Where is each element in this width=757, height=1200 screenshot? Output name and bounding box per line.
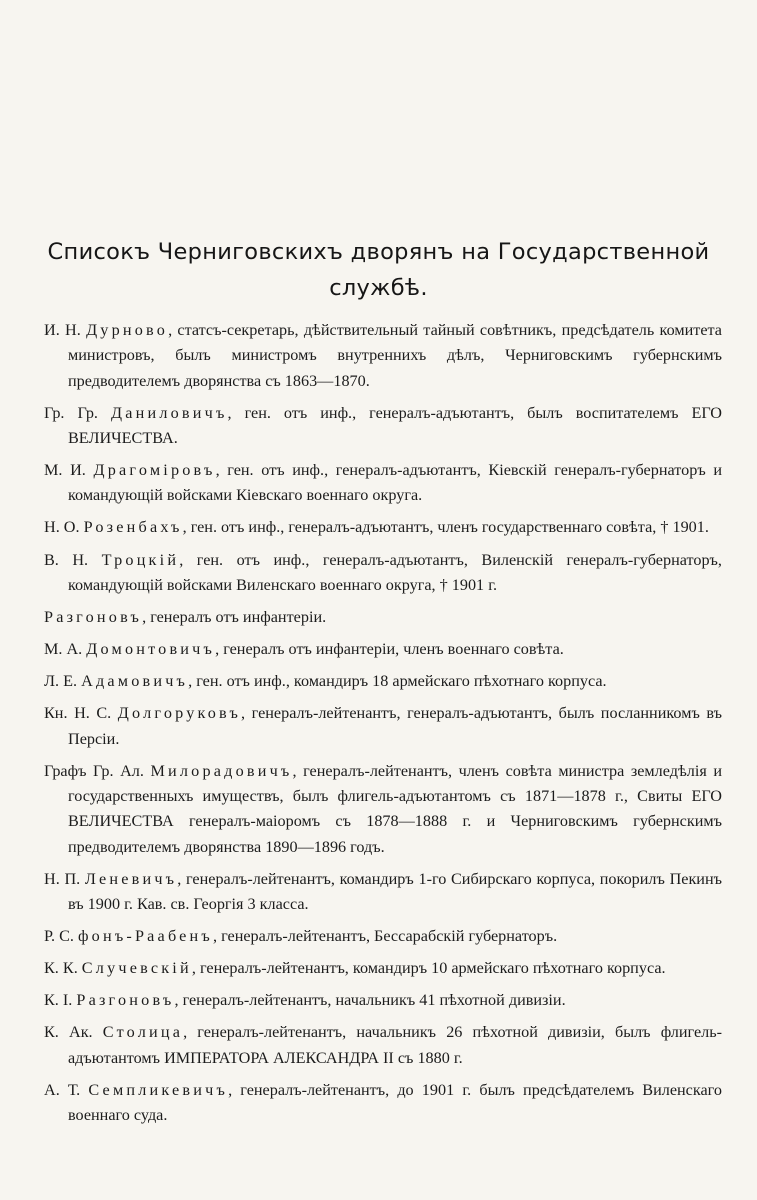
title-line-1: Списокъ Черниговскихъ дворянъ на Государственной [47, 239, 710, 265]
entry-initials: Гр. Гр. [44, 403, 98, 422]
entry-initials: Н. О. [44, 518, 80, 537]
entry-initials: Кн. Н. С. [44, 704, 112, 723]
entry-initials: К. К. [44, 959, 78, 978]
entry-description: , генералъ-лейтенантъ, командиръ 1-го Сибирскаго корпуса, покорилъ Пекинъ въ 1900 г. Кав. св. Георгія 3 класса. [68, 869, 723, 913]
entry-description: , ген. отъ инф., генералъ-адъютантъ, членъ государственнаго совѣта, † 1901. [182, 518, 709, 537]
entry-description: , генералъ-лейтенантъ, начальникъ 41 пѣхотной дивизіи. [174, 991, 566, 1010]
entry-surname: Долгоруковъ [117, 704, 242, 723]
list-item [44, 318, 722, 394]
entry-surname: Драгоміровъ [93, 461, 216, 480]
list-item [44, 515, 722, 540]
list-item [44, 924, 722, 949]
list-item [44, 637, 722, 662]
entry-initials: К. Ак. [44, 1023, 93, 1042]
entry-description: , ген. отъ инф., командиръ 18 армейскаго пѣхотнаго корпуса. [188, 672, 607, 691]
list-item [44, 548, 722, 599]
list-item [44, 458, 722, 509]
entry-initials: Графъ Гр. Ал. [44, 761, 144, 780]
entry-description: , генералъ отъ инфантеріи. [142, 607, 327, 626]
entry-initials: Р. С. [44, 927, 74, 945]
entry-surname: Разгоновъ [76, 991, 175, 1010]
list-item [44, 956, 722, 981]
entry-surname: Дурново [86, 321, 169, 339]
entry-description: , генералъ-лейтенантъ, командиръ 10 армейскаго пѣхотнаго корпуса. [191, 959, 666, 978]
page-title [0, 234, 757, 306]
list-item [44, 988, 722, 1013]
list-item [44, 669, 722, 694]
entry-initials: Н. П. [44, 869, 81, 888]
entry-description: , генералъ отъ инфантеріи, членъ военнаго совѣта. [215, 640, 564, 659]
entry-initials: В. Н. [44, 550, 89, 569]
entry-surname: Даниловичъ [110, 403, 228, 422]
list-item [44, 701, 722, 752]
entry-description: , ген. отъ инф., генералъ-адъютантъ, Виленскій генералъ-губернаторъ, командующій войсками Виленскаго военнаго округа, † 1901 г. [68, 550, 722, 594]
title-line-2: службѣ. [329, 275, 428, 301]
entry-surname: Розенбахъ [83, 518, 183, 537]
entry-initials: М. А. [44, 640, 83, 659]
entry-initials: И. Н. [44, 321, 81, 339]
entry-surname: Столица [102, 1023, 184, 1042]
entry-description: , генералъ-лейтенантъ, членъ совѣта министра земледѣлія и государственныхъ имуществъ, былъ флигель-адъютантомъ съ 1871—1878 г., Свиты ЕГО ВЕЛИЧЕСТВА генералъ-маіоромъ съ 1878—1888 г. и Черниговскимъ губернскимъ предводителемъ дворянства 1890—1896 годъ. [68, 761, 722, 856]
entry-surname: Адамовичъ [81, 672, 189, 691]
entry-surname: Домонтовичъ [86, 640, 216, 659]
list-item [44, 605, 722, 630]
entry-description: , генералъ-лейтенантъ, начальникъ 26 пѣхотной дивизіи, былъ флигель-адъютантомъ ИМПЕРАТОРА АЛЕКСАНДРА II съ 1880 г. [68, 1023, 722, 1067]
entry-surname: Леневичъ [84, 869, 178, 888]
entry-description: , ген. отъ инф., генералъ-адъютантъ, былъ воспитателемъ ЕГО ВЕЛИЧЕСТВА. [68, 403, 722, 447]
entry-description: , ген. отъ инф., генералъ-адъютантъ, Кіевскій генералъ-губернаторъ и командующій войсками Кіевскаго военнаго округа. [68, 461, 722, 505]
entry-description: , генералъ-лейтенантъ, до 1901 г. былъ предсѣдателемъ Виленскаго военнаго суда. [68, 1080, 722, 1124]
list-item [44, 1020, 722, 1071]
entry-description: , генералъ-лейтенантъ, генералъ-адъютантъ, былъ посланникомъ въ Персіи. [68, 704, 722, 748]
entry-surname: Милорадовичъ [150, 761, 293, 780]
entry-initials: М. И. [44, 461, 86, 480]
list-item [44, 1078, 722, 1129]
entry-surname: Разгоновъ [44, 607, 143, 626]
list-item [44, 867, 722, 918]
entry-surname: Троцкій [101, 550, 180, 569]
entry-surname: Случевскій [81, 959, 192, 978]
entry-initials: А. Т. [44, 1080, 81, 1099]
list-item [44, 401, 722, 452]
entry-surname: фонъ-Раабенъ [77, 927, 213, 945]
entry-surname: Семпликевичъ [88, 1080, 229, 1099]
list-item [44, 759, 722, 860]
entry-description: , генералъ-лейтенантъ, Бессарабскій губернаторъ. [213, 927, 558, 945]
entry-initials: Л. Е. [44, 672, 78, 691]
entry-initials: К. І. [44, 991, 73, 1010]
entry-description: , статсъ-секретарь, дѣйствительный тайный совѣтникъ, предсѣдатель комитета министровъ, былъ министромъ внутреннихъ дѣлъ, Черниговскимъ губернскимъ предводителемъ дворянства съ 1863—1870. [68, 321, 722, 390]
entries-list [44, 318, 722, 1135]
